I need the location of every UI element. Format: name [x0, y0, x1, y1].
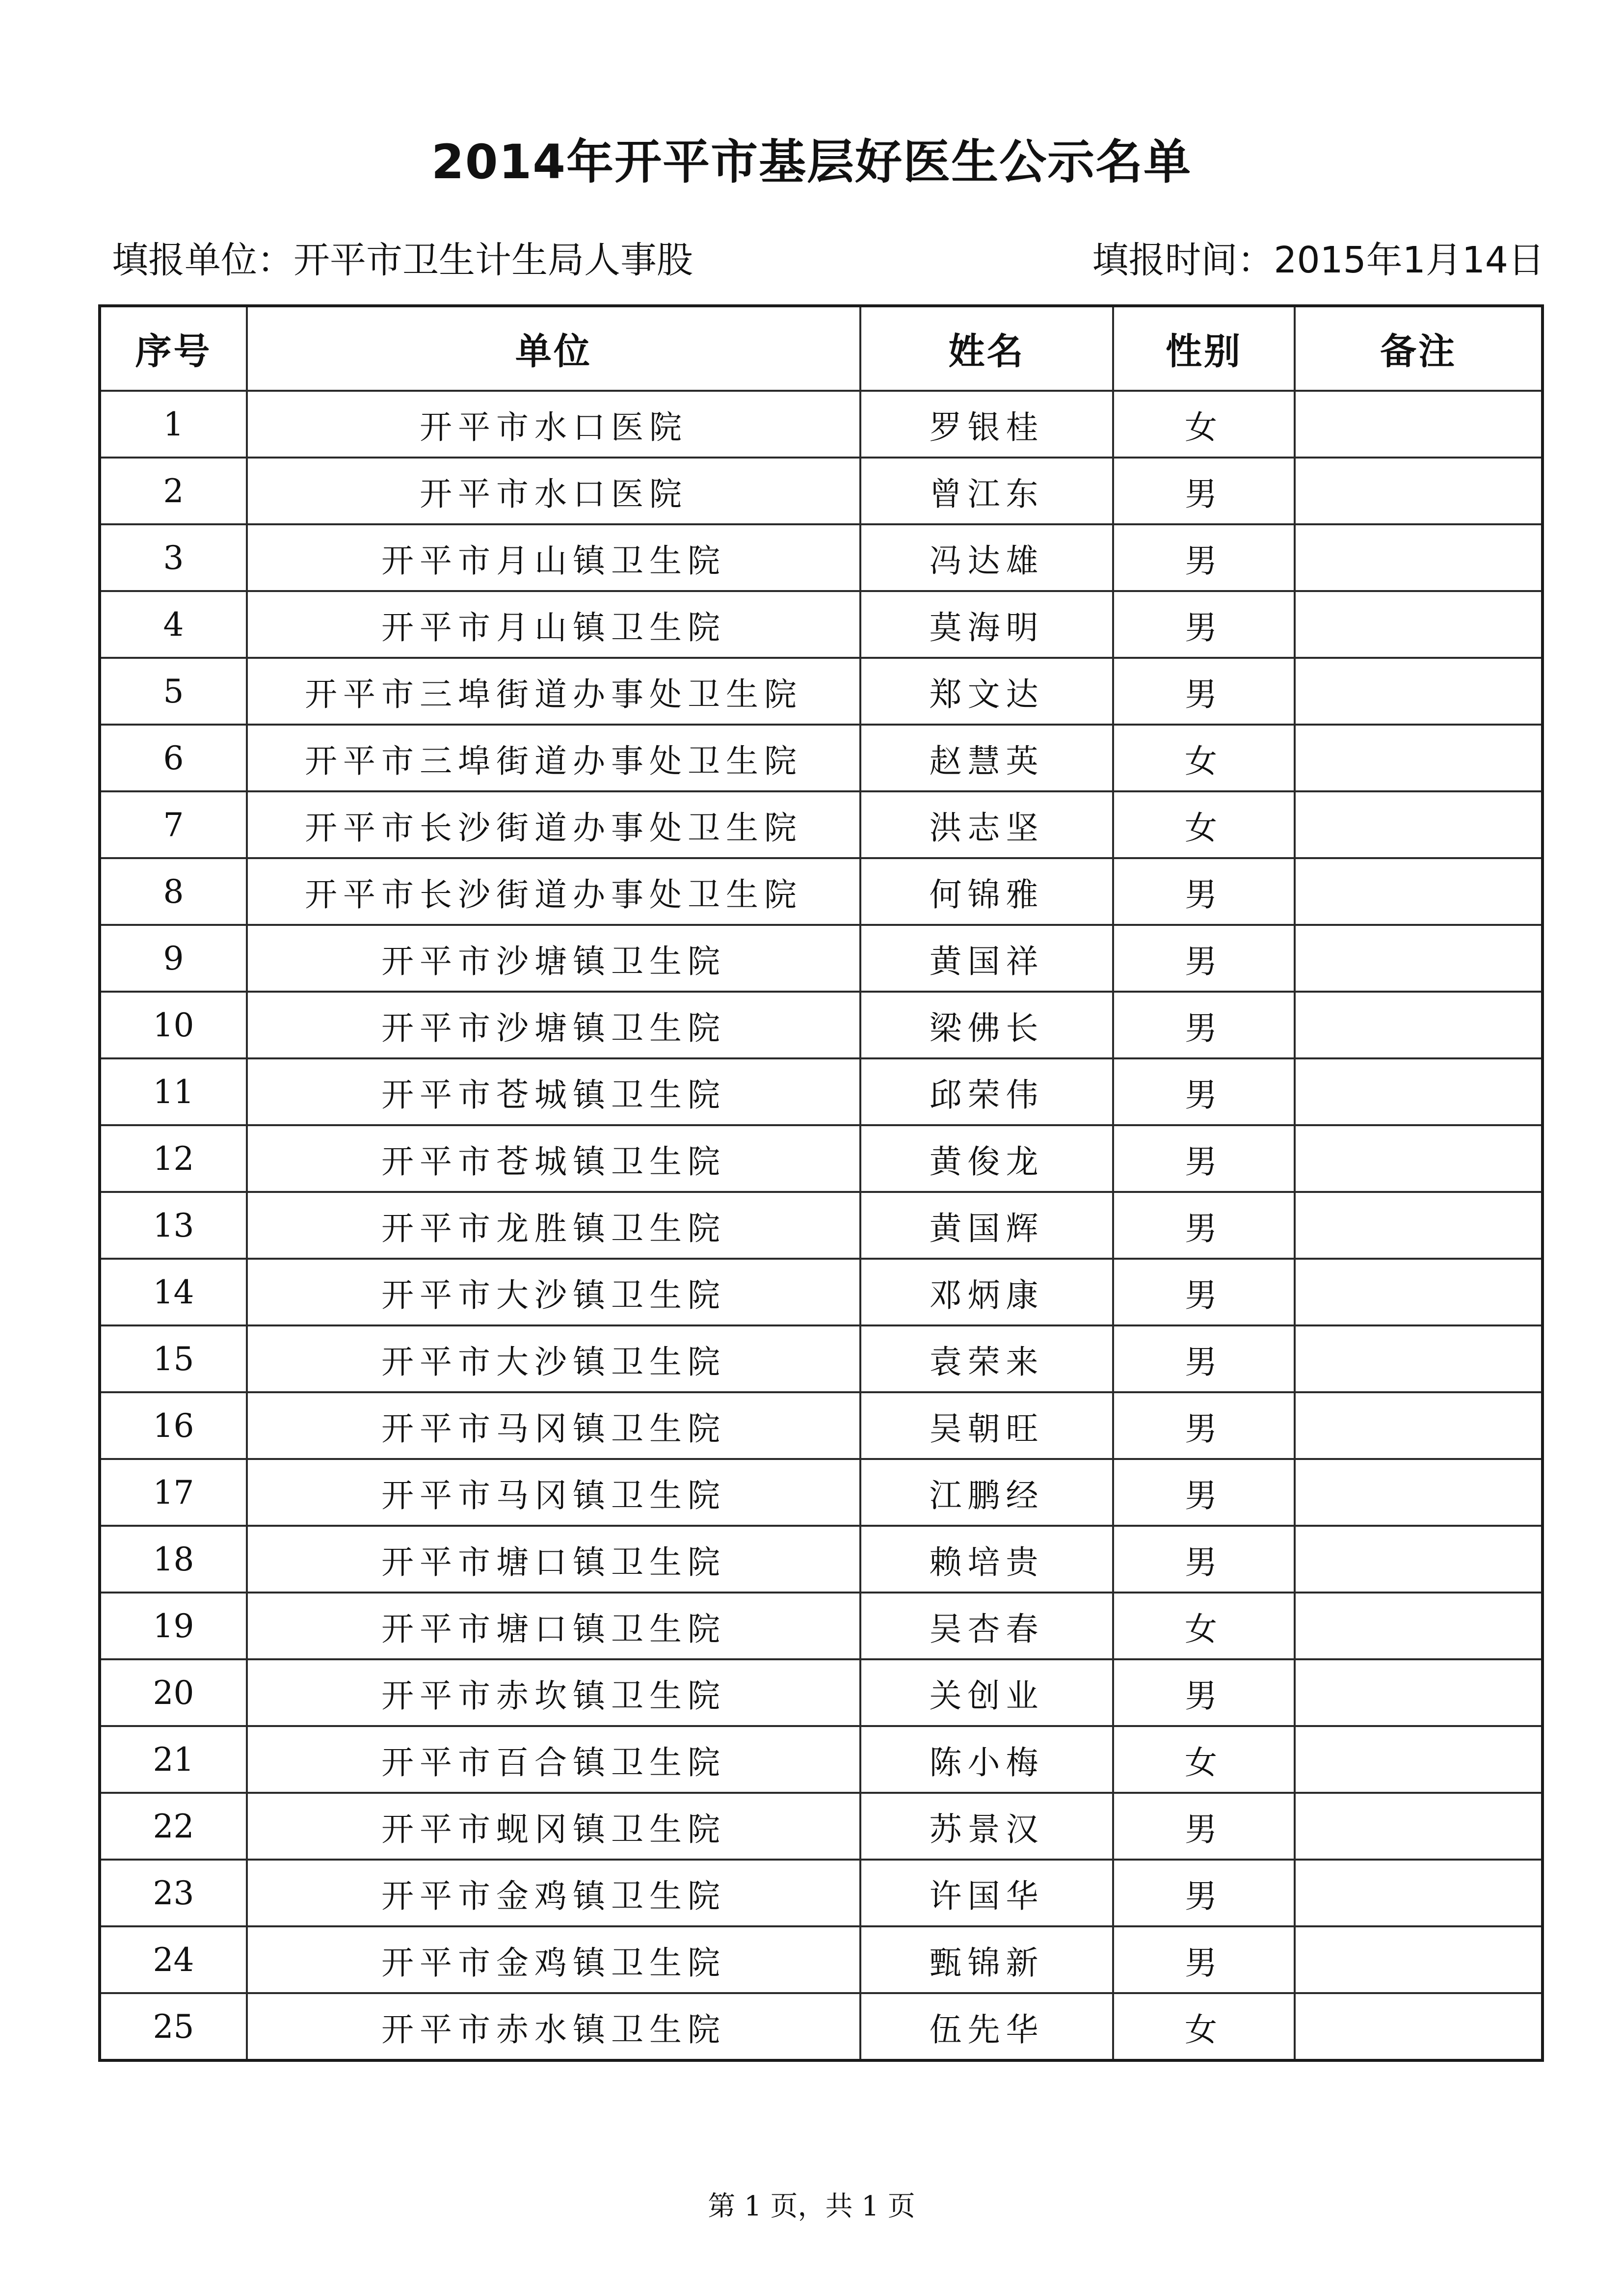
cell-no: 21: [100, 1726, 247, 1793]
cell-remark: [1295, 1993, 1543, 2060]
table-row: [100, 524, 1543, 591]
cell-name: 关创业: [860, 1659, 1113, 1726]
cell-no: 14: [100, 1259, 247, 1325]
cell-remark: [1295, 1793, 1543, 1860]
table-row: [100, 1926, 1543, 1993]
cell-gender: 男: [1113, 1659, 1295, 1726]
cell-no: 22: [100, 1793, 247, 1860]
cell-name: 梁佛长: [860, 992, 1113, 1058]
cell-unit: 开平市百合镇卫生院: [247, 1726, 860, 1793]
table-row: [100, 1793, 1543, 1860]
table-row: [100, 1259, 1543, 1325]
cell-gender: 男: [1113, 1392, 1295, 1459]
cell-name: 伍先华: [860, 1993, 1113, 2060]
cell-name: 罗银桂: [860, 391, 1113, 458]
cell-remark: [1295, 925, 1543, 992]
cell-remark: [1295, 858, 1543, 925]
table-row: [100, 858, 1543, 925]
cell-unit: 开平市金鸡镇卫生院: [247, 1860, 860, 1926]
cell-no: 18: [100, 1526, 247, 1593]
cell-gender: 女: [1113, 391, 1295, 458]
cell-gender: 男: [1113, 1459, 1295, 1526]
cell-no: 20: [100, 1659, 247, 1726]
cell-unit: 开平市大沙镇卫生院: [247, 1259, 860, 1325]
table-row: [100, 725, 1543, 791]
cell-unit: 开平市长沙街道办事处卫生院: [247, 858, 860, 925]
cell-unit: 开平市塘口镇卫生院: [247, 1593, 860, 1659]
cell-no: 16: [100, 1392, 247, 1459]
cell-unit: 开平市月山镇卫生院: [247, 591, 860, 658]
cell-no: 17: [100, 1459, 247, 1526]
cell-gender: 男: [1113, 658, 1295, 725]
cell-remark: [1295, 1392, 1543, 1459]
cell-remark: [1295, 1860, 1543, 1926]
header-gender: 性别: [1113, 306, 1295, 391]
cell-gender: 男: [1113, 1058, 1295, 1125]
cell-name: 邱荣伟: [860, 1058, 1113, 1125]
cell-remark: [1295, 1459, 1543, 1526]
cell-remark: [1295, 1726, 1543, 1793]
table-row: [100, 925, 1543, 992]
cell-unit: 开平市赤水镇卫生院: [247, 1993, 860, 2060]
doctor-roster-table: [98, 304, 1544, 2062]
table-header: [100, 306, 1543, 391]
cell-unit: 开平市三埠街道办事处卫生院: [247, 725, 860, 791]
cell-remark: [1295, 1259, 1543, 1325]
cell-remark: [1295, 524, 1543, 591]
cell-name: 甄锦新: [860, 1926, 1113, 1993]
cell-unit: 开平市马冈镇卫生院: [247, 1459, 860, 1526]
cell-unit: 开平市龙胜镇卫生院: [247, 1192, 860, 1259]
cell-no: 9: [100, 925, 247, 992]
cell-name: 吴朝旺: [860, 1392, 1113, 1459]
cell-gender: 男: [1113, 925, 1295, 992]
cell-remark: [1295, 658, 1543, 725]
table-row: [100, 1993, 1543, 2060]
document-title: 2014年开平市基层好医生公示名单: [431, 135, 1192, 189]
cell-unit: 开平市苍城镇卫生院: [247, 1058, 860, 1125]
cell-no: 11: [100, 1058, 247, 1125]
cell-no: 12: [100, 1125, 247, 1192]
cell-name: 何锦雅: [860, 858, 1113, 925]
cell-no: 15: [100, 1325, 247, 1392]
table-row: [100, 658, 1543, 725]
table-row: [100, 992, 1543, 1058]
table-row: [100, 1192, 1543, 1259]
cell-remark: [1295, 725, 1543, 791]
cell-gender: 女: [1113, 1593, 1295, 1659]
table-row: [100, 1392, 1543, 1459]
cell-no: 1: [100, 391, 247, 458]
cell-name: 袁荣来: [860, 1325, 1113, 1392]
cell-name: 黄国祥: [860, 925, 1113, 992]
table-row: [100, 1459, 1543, 1526]
cell-remark: [1295, 591, 1543, 658]
cell-no: 8: [100, 858, 247, 925]
cell-unit: 开平市塘口镇卫生院: [247, 1526, 860, 1593]
cell-remark: [1295, 992, 1543, 1058]
cell-remark: [1295, 1058, 1543, 1125]
page-footer: 第 1 页，共 1 页: [708, 2190, 915, 2222]
cell-remark: [1295, 1526, 1543, 1593]
header-name: 姓名: [860, 306, 1113, 391]
cell-name: 许国华: [860, 1860, 1113, 1926]
cell-no: 3: [100, 524, 247, 591]
table-row: [100, 1325, 1543, 1392]
cell-remark: [1295, 1125, 1543, 1192]
table-row: [100, 1659, 1543, 1726]
cell-no: 10: [100, 992, 247, 1058]
cell-gender: 男: [1113, 992, 1295, 1058]
table-body: [100, 391, 1543, 2060]
cell-gender: 男: [1113, 858, 1295, 925]
cell-no: 7: [100, 791, 247, 858]
cell-unit: 开平市长沙街道办事处卫生院: [247, 791, 860, 858]
cell-name: 苏景汉: [860, 1793, 1113, 1860]
table-row: [100, 1860, 1543, 1926]
cell-unit: 开平市月山镇卫生院: [247, 524, 860, 591]
cell-name: 邓炳康: [860, 1259, 1113, 1325]
cell-name: 赖培贵: [860, 1526, 1113, 1593]
cell-unit: 开平市水口医院: [247, 391, 860, 458]
cell-name: 江鹏经: [860, 1459, 1113, 1526]
cell-no: 13: [100, 1192, 247, 1259]
cell-name: 吴杏春: [860, 1593, 1113, 1659]
header-no: 序号: [100, 306, 247, 391]
cell-no: 6: [100, 725, 247, 791]
cell-unit: 开平市金鸡镇卫生院: [247, 1926, 860, 1993]
cell-no: 23: [100, 1860, 247, 1926]
cell-name: 莫海明: [860, 591, 1113, 658]
cell-remark: [1295, 1593, 1543, 1659]
cell-gender: 男: [1113, 1926, 1295, 1993]
cell-no: 5: [100, 658, 247, 725]
table-row: [100, 458, 1543, 524]
cell-gender: 女: [1113, 1993, 1295, 2060]
table-row: [100, 1726, 1543, 1793]
cell-gender: 男: [1113, 1125, 1295, 1192]
table-row: [100, 1593, 1543, 1659]
cell-no: 2: [100, 458, 247, 524]
cell-gender: 男: [1113, 524, 1295, 591]
cell-gender: 男: [1113, 1526, 1295, 1593]
cell-unit: 开平市苍城镇卫生院: [247, 1125, 860, 1192]
table-row: [100, 1058, 1543, 1125]
cell-no: 24: [100, 1926, 247, 1993]
cell-gender: 男: [1113, 1259, 1295, 1325]
header-remark: 备注: [1295, 306, 1543, 391]
cell-gender: 男: [1113, 1325, 1295, 1392]
cell-gender: 女: [1113, 725, 1295, 791]
cell-remark: [1295, 1926, 1543, 1993]
reporting-date: 填报时间：2015年1月14日: [1092, 239, 1544, 281]
cell-unit: 开平市大沙镇卫生院: [247, 1325, 860, 1392]
cell-gender: 女: [1113, 1726, 1295, 1793]
cell-unit: 开平市三埠街道办事处卫生院: [247, 658, 860, 725]
cell-no: 4: [100, 591, 247, 658]
cell-gender: 男: [1113, 591, 1295, 658]
cell-unit: 开平市马冈镇卫生院: [247, 1392, 860, 1459]
cell-remark: [1295, 458, 1543, 524]
cell-unit: 开平市沙塘镇卫生院: [247, 925, 860, 992]
cell-no: 25: [100, 1993, 247, 2060]
header-row: [100, 306, 1543, 391]
cell-name: 曾江东: [860, 458, 1113, 524]
header-unit: 单位: [247, 306, 860, 391]
table-row: [100, 1526, 1543, 1593]
cell-name: 冯达雄: [860, 524, 1113, 591]
cell-name: 洪志坚: [860, 791, 1113, 858]
cell-unit: 开平市水口医院: [247, 458, 860, 524]
cell-gender: 男: [1113, 1793, 1295, 1860]
cell-remark: [1295, 1192, 1543, 1259]
cell-remark: [1295, 1325, 1543, 1392]
cell-no: 19: [100, 1593, 247, 1659]
cell-name: 赵慧英: [860, 725, 1113, 791]
cell-name: 郑文达: [860, 658, 1113, 725]
reporting-unit: 填报单位：开平市卫生计生局人事股: [112, 239, 693, 281]
cell-remark: [1295, 1659, 1543, 1726]
cell-unit: 开平市沙塘镇卫生院: [247, 992, 860, 1058]
cell-gender: 男: [1113, 1860, 1295, 1926]
table-row: [100, 391, 1543, 458]
cell-name: 黄国辉: [860, 1192, 1113, 1259]
cell-name: 陈小梅: [860, 1726, 1113, 1793]
cell-name: 黄俊龙: [860, 1125, 1113, 1192]
cell-remark: [1295, 391, 1543, 458]
table-row: [100, 1125, 1543, 1192]
cell-unit: 开平市蚬冈镇卫生院: [247, 1793, 860, 1860]
cell-gender: 男: [1113, 1192, 1295, 1259]
cell-remark: [1295, 791, 1543, 858]
cell-gender: 男: [1113, 458, 1295, 524]
cell-gender: 女: [1113, 791, 1295, 858]
table-row: [100, 791, 1543, 858]
table-row: [100, 591, 1543, 658]
cell-unit: 开平市赤坎镇卫生院: [247, 1659, 860, 1726]
